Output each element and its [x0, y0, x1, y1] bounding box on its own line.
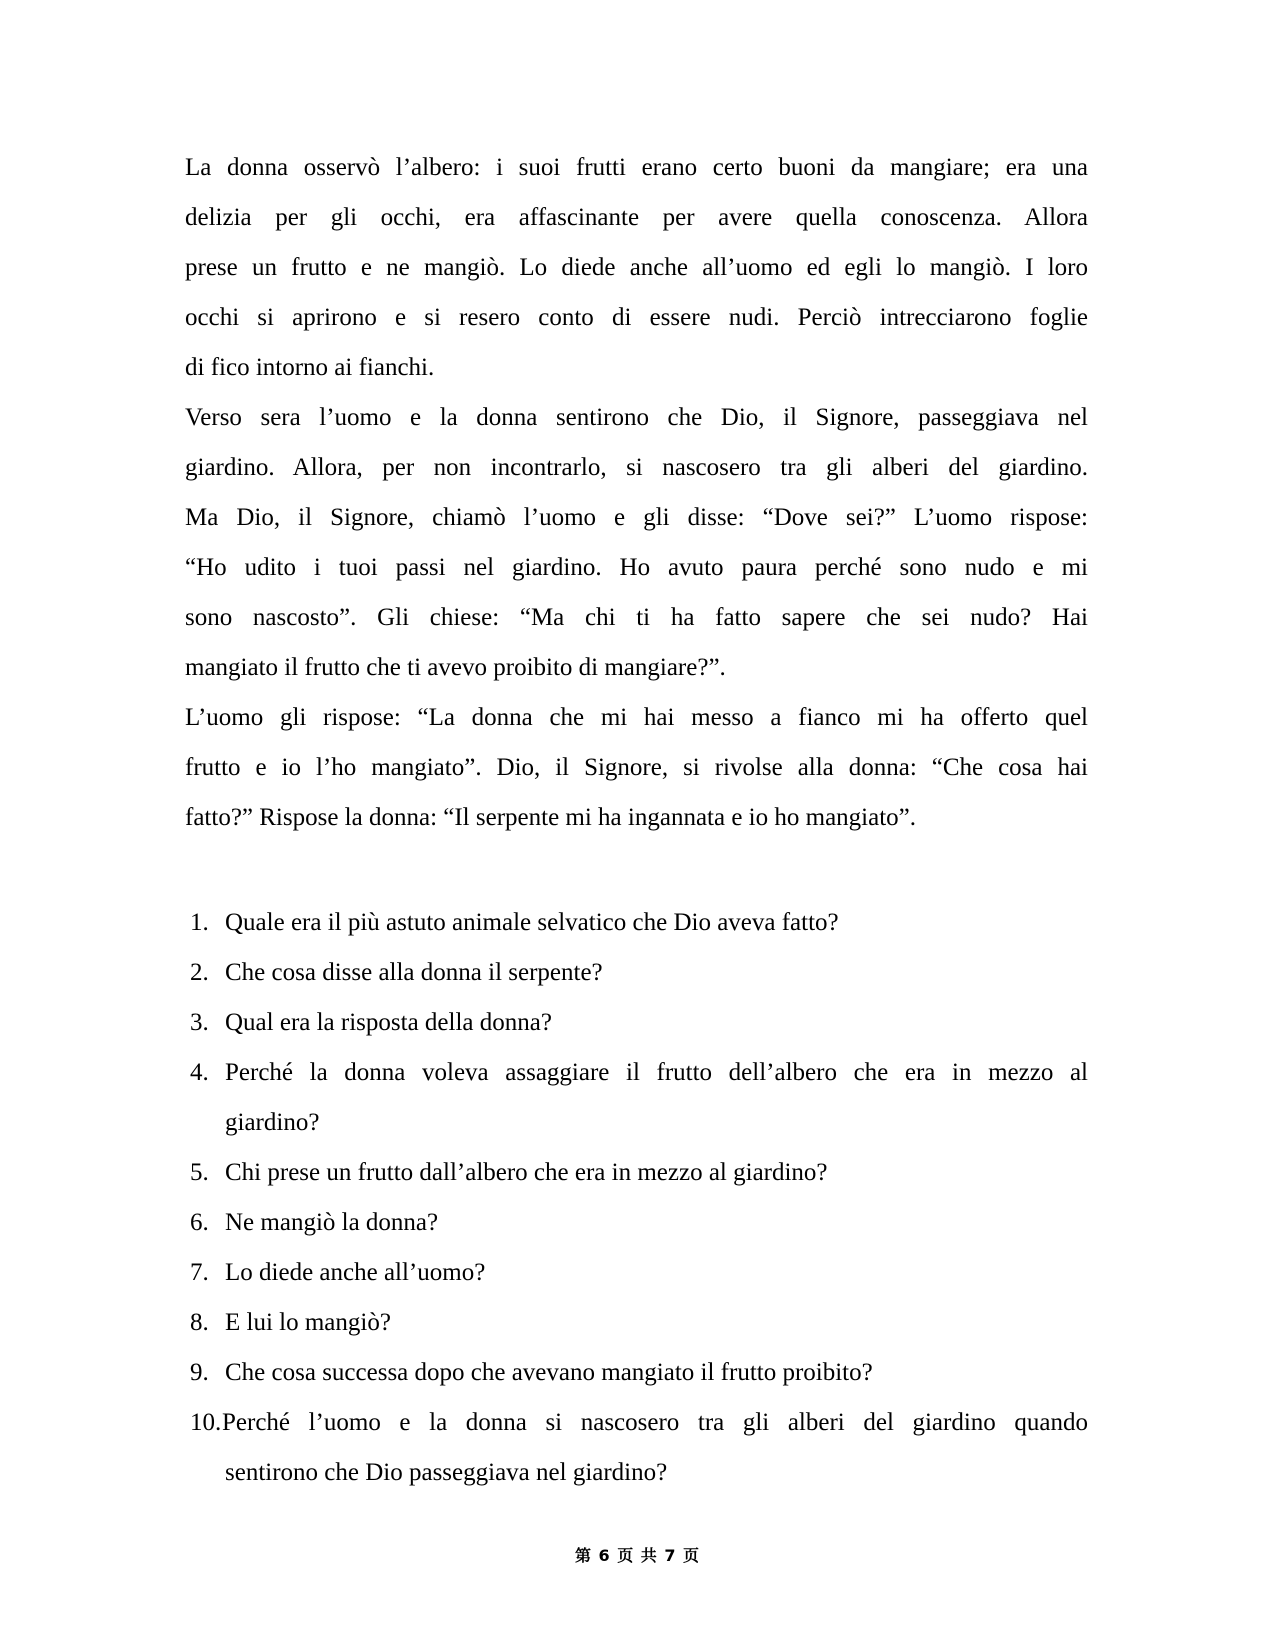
- question-continuation: sentirono che Dio passeggiava nel giardino?: [225, 1459, 668, 1486]
- paragraph-line: La donna osservò l’albero: i suoi frutti erano certo buoni da mangiare; era una: [185, 154, 1088, 181]
- question-text: Chi prese un frutto dall’albero che era in mezzo al giardino?: [225, 1159, 828, 1186]
- question-text: Perché l’uomo e la donna si nascosero tra gli alberi del giardino quando: [222, 1409, 1088, 1436]
- page-number-footer: 第 6 页 共 7 页: [574, 1546, 701, 1565]
- question-number: 9.: [190, 1359, 209, 1386]
- paragraph-line: di fico intorno ai fianchi.: [185, 354, 435, 381]
- question-item: [190, 1258, 1088, 1308]
- paragraph-line: occhi si aprirono e si resero conto di essere nudi. Perciò intrecciarono foglie: [185, 304, 1088, 331]
- question-text: Ne mangiò la donna?: [225, 1209, 439, 1236]
- paragraph-line: giardino. Allora, per non incontrarlo, si nascosero tra gli alberi del giardino.: [185, 454, 1088, 481]
- question-text: Lo diede anche all’uomo?: [225, 1259, 486, 1286]
- paragraph-line: delizia per gli occhi, era affascinante per avere quella conoscenza. Allora: [185, 204, 1088, 231]
- paragraph-line: L’uomo gli rispose: “La donna che mi hai messo a fianco mi ha offerto quel: [185, 704, 1088, 731]
- paragraph-line: frutto e io l’ho mangiato”. Dio, il Signore, si rivolse alla donna: “Che cosa hai: [185, 754, 1088, 781]
- question-number: 1.: [190, 909, 209, 936]
- question-number: 10.: [190, 1409, 222, 1436]
- question-text: Quale era il più astuto animale selvatico che Dio aveva fatto?: [225, 909, 839, 936]
- question-text: Perché la donna voleva assaggiare il frutto dell’albero che era in mezzo al: [225, 1059, 1088, 1086]
- question-number: 7.: [190, 1259, 209, 1286]
- paragraph-line: prese un frutto e ne mangiò. Lo diede anche all’uomo ed egli lo mangiò. I loro: [185, 254, 1088, 281]
- question-number: 2.: [190, 959, 209, 986]
- question-number: 3.: [190, 1009, 209, 1036]
- question-item: [190, 1408, 1088, 1458]
- question-text: E lui lo mangiò?: [225, 1309, 391, 1336]
- question-number: 4.: [190, 1059, 209, 1086]
- question-number: 8.: [190, 1309, 209, 1336]
- question-item: [190, 1208, 1088, 1258]
- paragraph-line: Ma Dio, il Signore, chiamò l’uomo e gli disse: “Dove sei?” L’uomo rispose:: [185, 504, 1088, 531]
- question-number: 5.: [190, 1159, 209, 1186]
- paragraph-line: Verso sera l’uomo e la donna sentirono che Dio, il Signore, passeggiava nel: [185, 404, 1088, 431]
- question-item: [190, 1358, 1088, 1408]
- question-item: [190, 908, 1088, 958]
- question-text: Che cosa successa dopo che avevano mangiato il frutto proibito?: [225, 1359, 873, 1386]
- paragraph-line: “Ho udito i tuoi passi nel giardino. Ho avuto paura perché sono nudo e mi: [185, 554, 1088, 581]
- question-item: [190, 1008, 1088, 1058]
- question-item: [190, 1058, 1088, 1108]
- paragraph-line: sono nascosto”. Gli chiese: “Ma chi ti ha fatto sapere che sei nudo? Hai: [185, 604, 1088, 631]
- question-continuation: giardino?: [225, 1109, 320, 1136]
- paragraph-line: fatto?” Rispose la donna: “Il serpente mi ha ingannata e io ho mangiato”.: [185, 804, 917, 831]
- question-number: 6.: [190, 1209, 209, 1236]
- question-item: [190, 1158, 1088, 1208]
- question-text: Che cosa disse alla donna il serpente?: [225, 959, 603, 986]
- paragraph-line: mangiato il frutto che ti avevo proibito di mangiare?”.: [185, 654, 726, 681]
- question-item: [190, 958, 1088, 1008]
- question-item: [190, 1308, 1088, 1358]
- question-text: Qual era la risposta della donna?: [225, 1009, 552, 1036]
